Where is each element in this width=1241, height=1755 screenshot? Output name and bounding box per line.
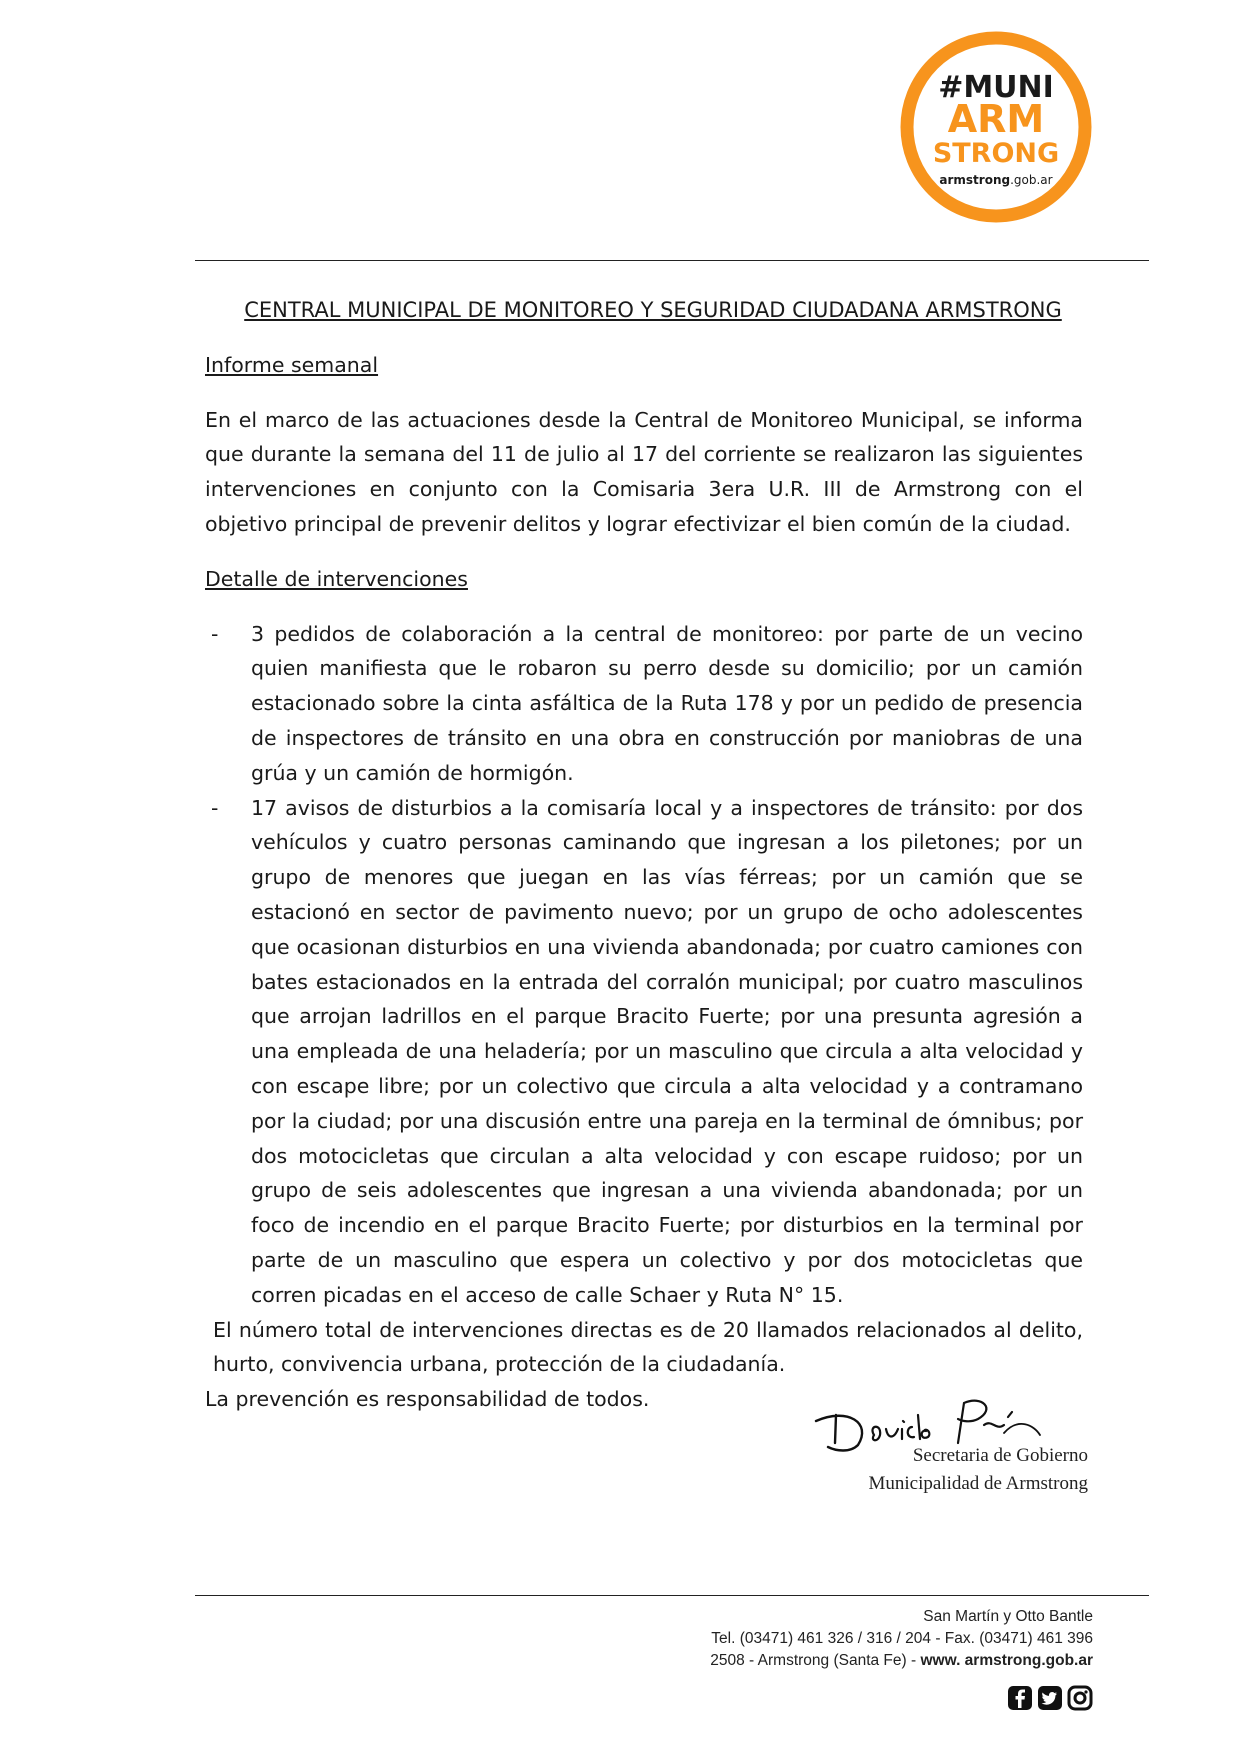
list-item-text: 17 avisos de disturbios a la comisaría local y a inspectores de tránsito: por dos vehículos y cuatro personas caminando que ingresan a los piletones; por un grupo de menores que juegan en las vías férreas; por un camión que se estacionó en sector de pavimento nuevo; por un grupo de ocho adolescentes que ocasionan disturbios en una vivienda abandonada; por cuatro camiones con bates estacionados en la entrada del corralón municipal; por cuatro masculinos que arrojan ladrillos en el parque Bracito Fuerte; por una presunta agresión a una empleada de una heladería; por un masculino que circula a alta velocidad y con escape libre; por un colectivo que circula a alta velocidad y a contramano por la ciudad; por una discusión entre una pareja en la terminal de ómnibus; por dos motocicletas que circulan a alta velocidad y con escape ruidoso; por un grupo de seis adolescentes que ingresan a una vivienda abandonada; por un foco de incendio en el parque Bracito Fuerte; por disturbios en la terminal por parte de un masculino que espera un colectivo y por dos motocicletas que corren picadas en el acceso de calle Schaer y Ruta N° 15.	[251, 795, 1083, 1307]
logo-line-strong: STRONG	[932, 138, 1060, 169]
list-item	[205, 791, 1083, 1313]
footer-website[interactable]: www. armstrong.gob.ar	[920, 1652, 1093, 1669]
logo-website: armstrong.gob.ar	[939, 173, 1053, 187]
logo-line-arm: ARM	[947, 97, 1045, 141]
footer-contact	[710, 1606, 1093, 1672]
bullet-dash: -	[211, 621, 219, 646]
municipal-logo	[898, 29, 1094, 225]
bullet-dash: -	[211, 795, 219, 820]
footer-address: San Martín y Otto Bantle	[923, 1608, 1093, 1625]
list-item	[205, 617, 1083, 791]
header-divider	[195, 260, 1149, 261]
facebook-icon[interactable]	[1007, 1685, 1033, 1711]
report-heading: Informe semanal	[205, 352, 379, 377]
footer-divider	[195, 1595, 1149, 1596]
report-body	[205, 293, 1083, 1417]
signature-organization: Municipalidad de Armstrong	[868, 1473, 1088, 1494]
twitter-icon[interactable]	[1037, 1685, 1063, 1711]
details-heading: Detalle de intervenciones	[205, 566, 468, 591]
closing-line: La prevención es responsabilidad de todos.	[205, 1387, 650, 1412]
social-icons	[1007, 1685, 1093, 1711]
footer-city-line	[710, 1650, 1093, 1672]
logo-line-muni: #MUNI	[938, 70, 1054, 105]
intro-paragraph: En el marco de las actuaciones desde la Central de Monitoreo Municipal, se informa que durante la semana del 11 de julio al 17 del corriente se realizaron las siguientes intervenciones en conjunto con la Comisaria 3era U.R. III de Armstrong con el objetivo principal de prevenir delitos y lograr efectivizar el bien común de la ciudad.	[205, 407, 1083, 536]
footer-city: 2508 - Armstrong (Santa Fe) -	[710, 1652, 921, 1669]
list-item-text: 3 pedidos de colaboración a la central de monitoreo: por parte de un vecino quien manifiesta que le robaron su perro desde su domicilio; por un camión estacionado sobre la cinta asfáltica de la Ruta 178 y por un pedido de presencia de inspectores de tránsito en una obra en construcción por maniobras de una grúa y un camión de hormigón.	[251, 621, 1083, 785]
interventions-list	[205, 617, 1083, 1313]
instagram-icon[interactable]	[1067, 1685, 1093, 1711]
footer-phones: Tel. (03471) 461 326 / 316 / 204 - Fax. (03471) 461 396	[711, 1630, 1093, 1647]
signature-title: Secretaria de Gobierno	[912, 1445, 1088, 1466]
total-paragraph: El número total de intervenciones directas es de 20 llamados relacionados al delito, hurto, convivencia urbana, protección de la ciudadanía.	[213, 1317, 1083, 1377]
page-title: CENTRAL MUNICIPAL DE MONITOREO Y SEGURIDAD CIUDADANA ARMSTRONG	[244, 298, 1062, 322]
signature-block	[808, 1385, 1088, 1500]
